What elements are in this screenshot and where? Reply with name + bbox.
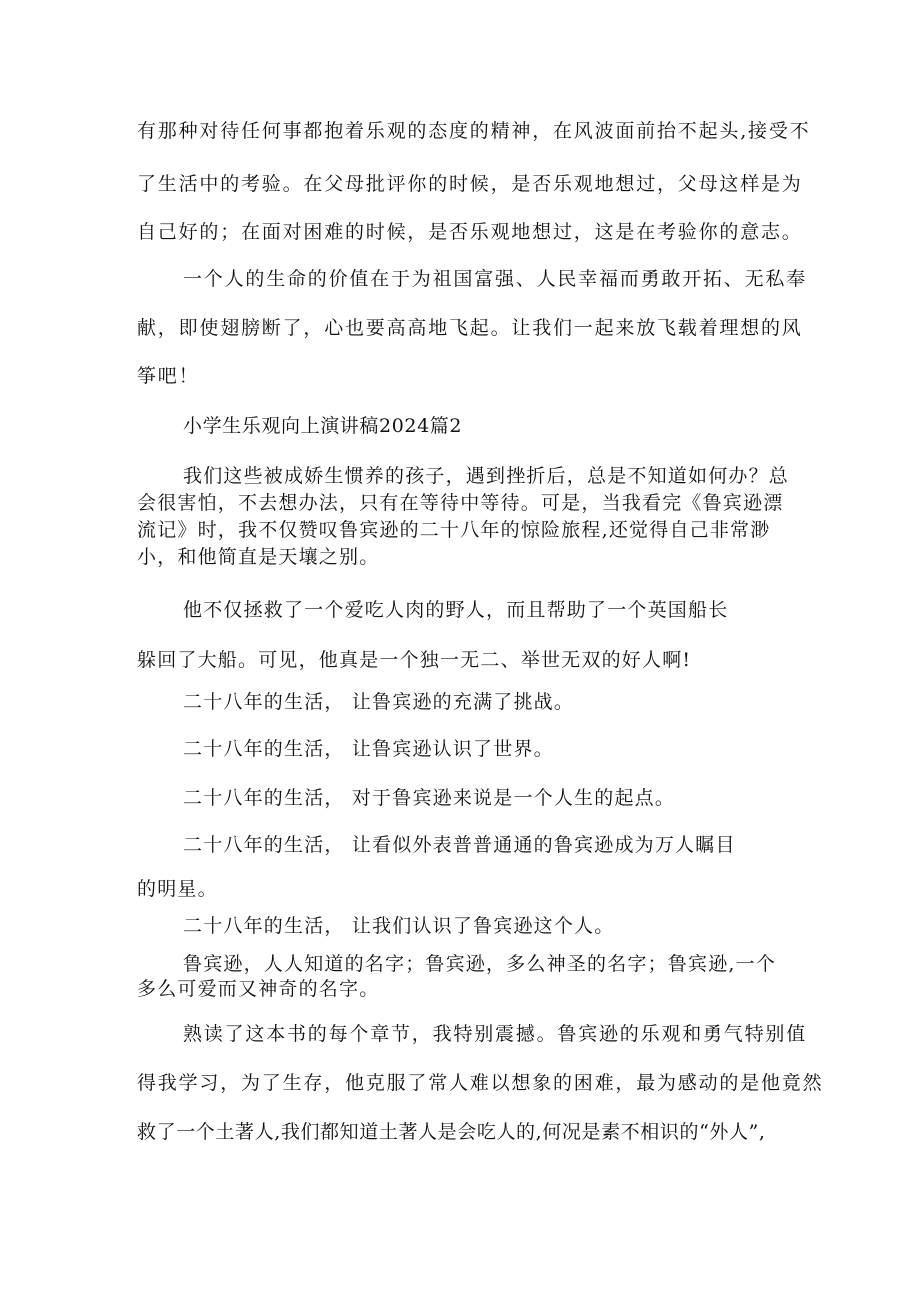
text-line: 的明星。: [137, 878, 218, 900]
text-line: 一个人的生命的价值在于为祖国富强、人民幸福而勇敢开拓、无私奉: [183, 268, 808, 290]
text-line: 救了一个土著人,我们都知道土著人是会吃人的,何况是素不相识的“外人”,: [137, 1121, 766, 1143]
text-line: 会很害怕，不去想办法，只有在等待中等待。可是，当我看完《鲁宾逊漂: [137, 492, 784, 514]
text-line: 小，和他简直是天壤之别。: [137, 546, 380, 568]
text-line: 流记》时，我不仅赞叹鲁宾逊的二十八年的惊险旅程,还觉得自己非常渺: [137, 519, 771, 541]
text-line: 熟读了这本书的每个章节，我特别震撼。鲁宾逊的乐观和勇气特别值: [183, 1023, 808, 1045]
text-line: 得我学习，为了生存，他克服了常人难以想象的困难，最为感动的是他竟然: [137, 1072, 824, 1094]
text-line: 筝吧！: [137, 365, 200, 387]
text-line: 鲁宾逊，人人知道的名字；鲁宾逊，多么神圣的名字；鲁宾逊,一个: [183, 953, 777, 975]
text-line: 献，即使翅膀断了，心也要高高地飞起。让我们一起来放飞载着理想的风: [137, 317, 803, 339]
text-line: 他不仅拯救了一个爱吃人肉的野人，而且帮助了一个英国船长: [183, 599, 729, 621]
text-line: 二十八年的生活， 对于鲁宾逊来说是一个人生的起点。: [183, 787, 676, 809]
text-line: 二十八年的生活， 让看似外表普普通通的鲁宾逊成为万人瞩目: [183, 834, 736, 856]
text-line: 躲回了大船。可见，他真是一个独一无二、举世无双的好人啊!: [137, 649, 692, 671]
text-line: 二十八年的生活， 让鲁宾逊认识了世界。: [183, 738, 554, 760]
text-line: 有那种对待任何事都抱着乐观的态度的精神，在风波面前抬不起头,接受不: [137, 120, 811, 142]
text-line: 自己好的；在面对困难的时候，是否乐观地想过，这是在考验你的意志。: [137, 221, 803, 243]
text-line: 二十八年的生活， 让我们认识了鲁宾逊这个人。: [183, 915, 615, 937]
text-line: 多么可爱而又神奇的名字。: [137, 978, 380, 1000]
text-line: 了生活中的考验。在父母批评你的时候，是否乐观地想过，父母这样是为: [137, 173, 803, 195]
text-line: 二十八年的生活， 让鲁宾逊的充满了挑战。: [183, 691, 575, 713]
text-line: 我们这些被成娇生惯养的孩子，遇到挫折后，总是不知道如何办？总: [183, 465, 790, 487]
section-heading: 小学生乐观向上演讲稿2024篇2: [183, 415, 463, 437]
